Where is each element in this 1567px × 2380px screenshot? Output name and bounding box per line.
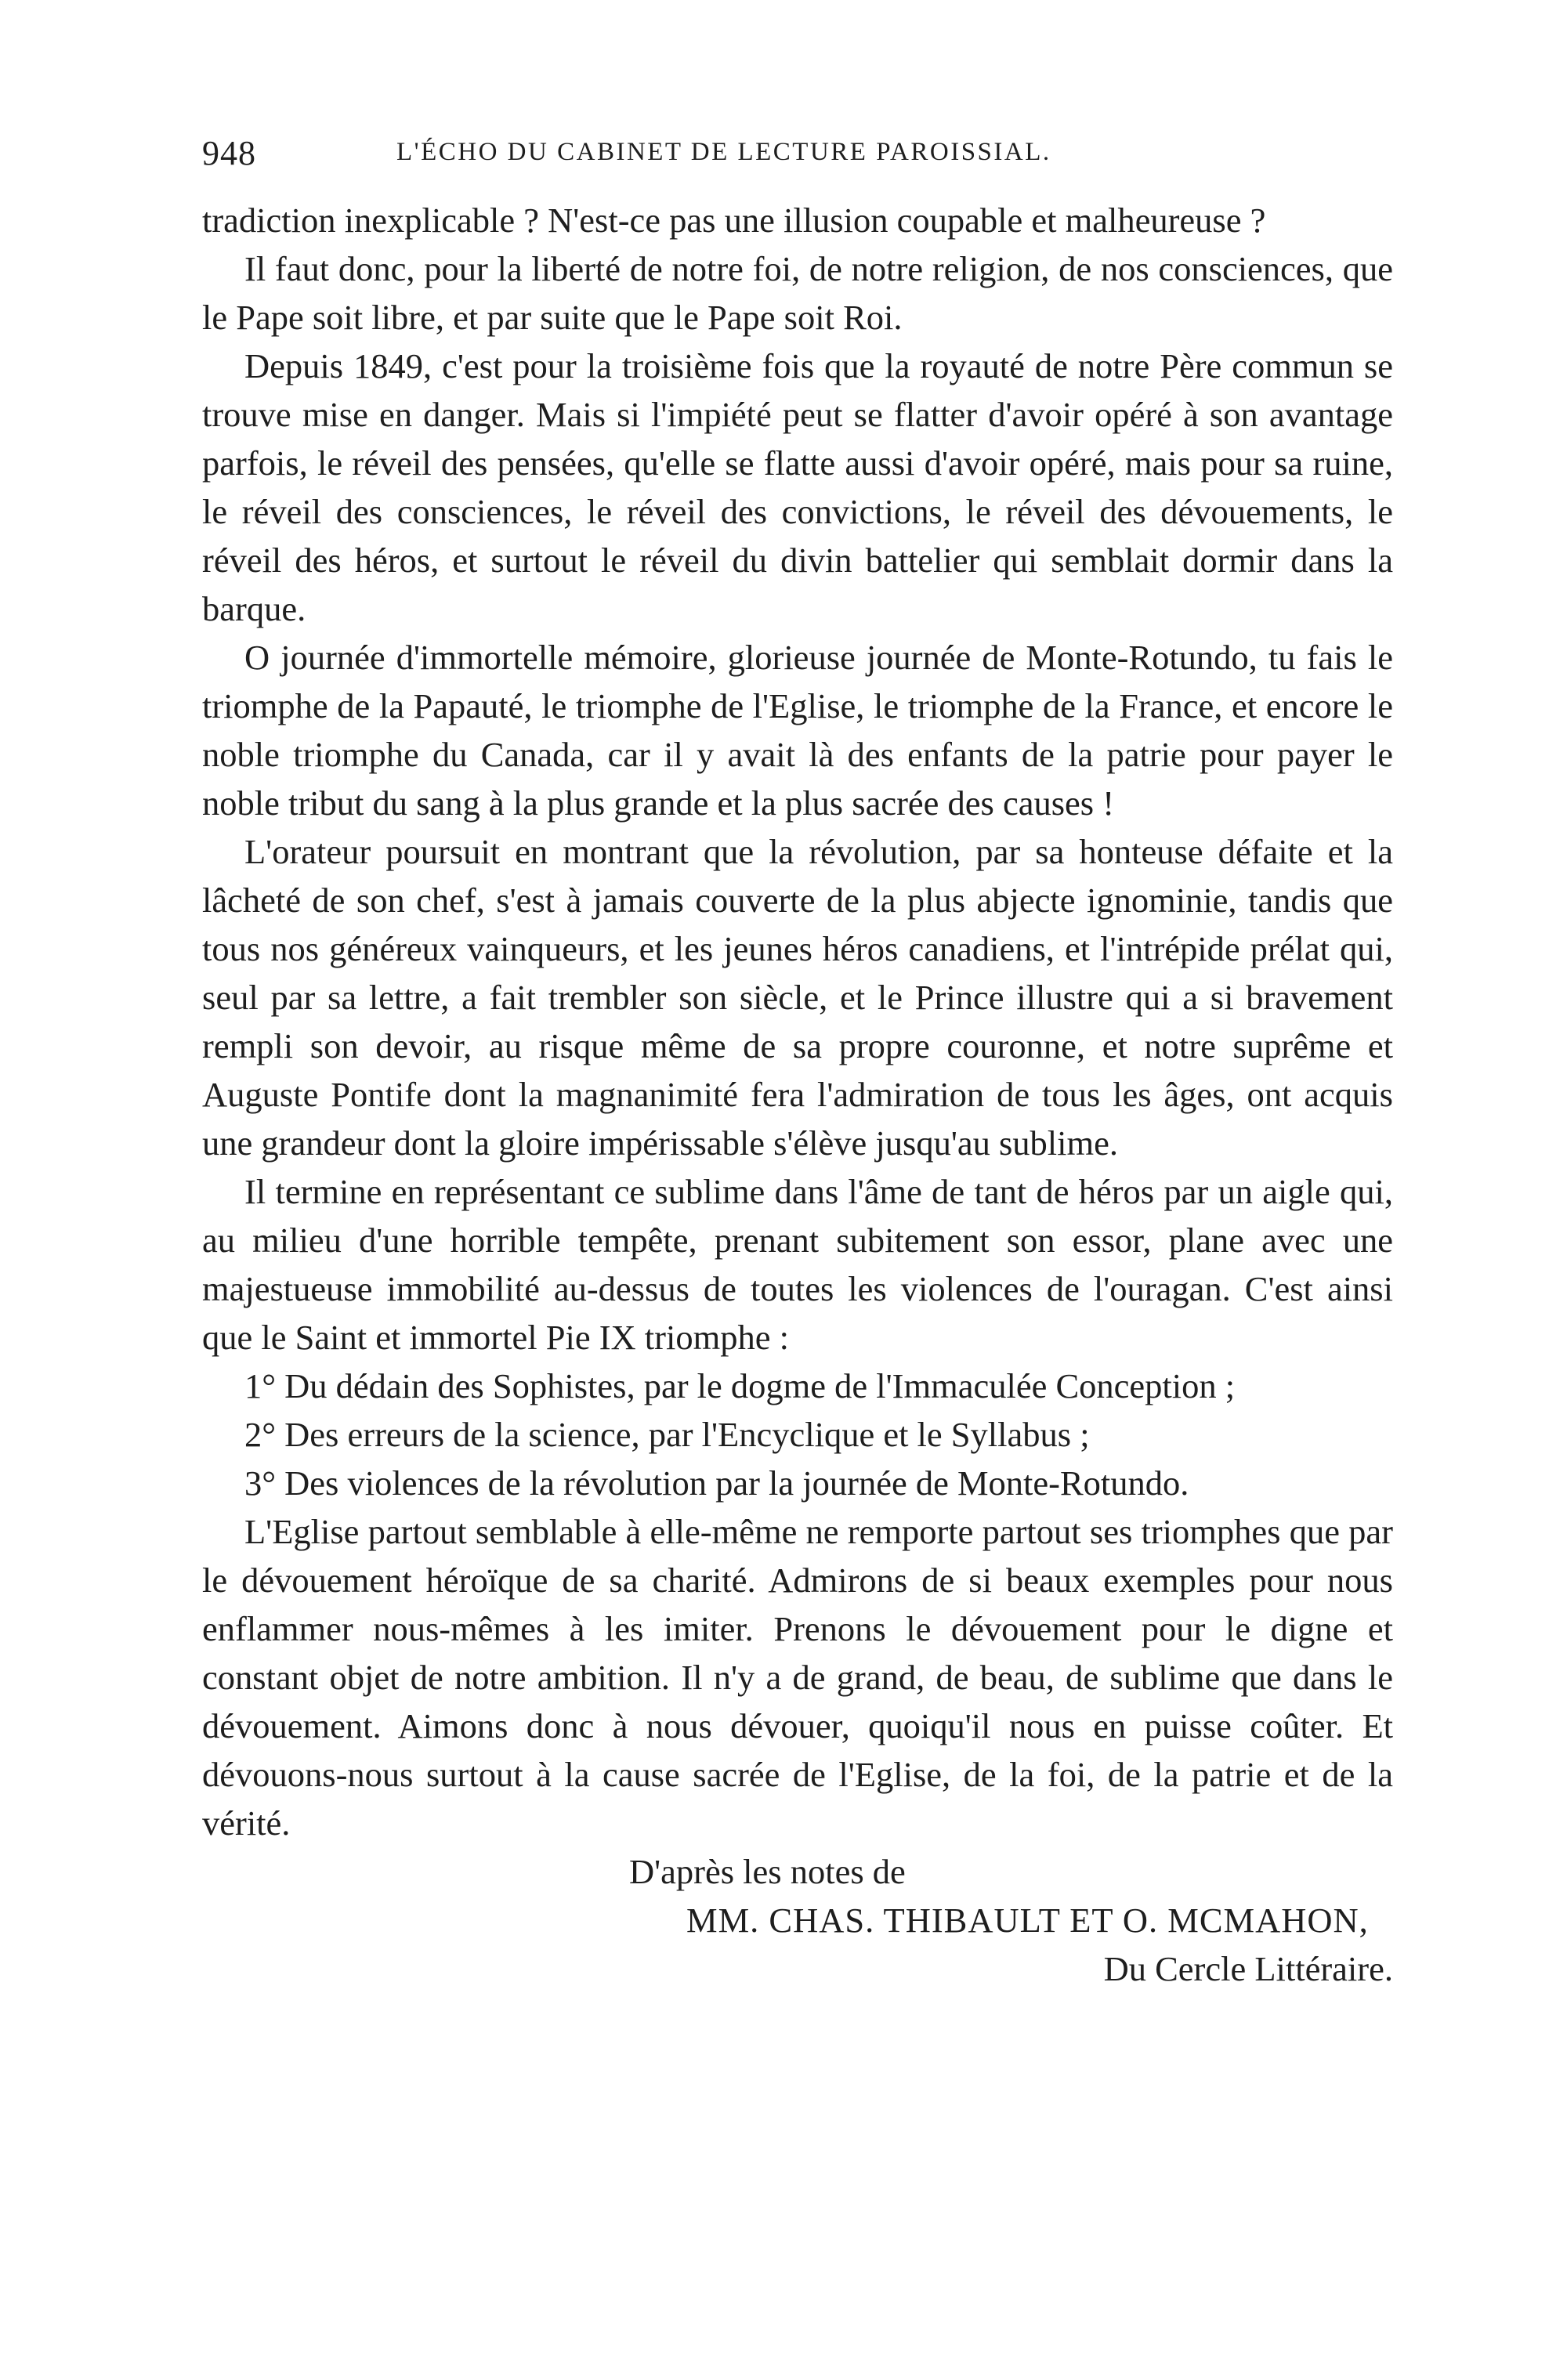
signature-intro: D'après les notes de [629, 1852, 906, 1891]
paragraph: O journée d'immortelle mémoire, glorieuse journée de Monte-Rotundo, tu fais le triomphe de la Papauté, le triomphe de l'Eglise, le triomphe de la France, et encore le noble triomphe du Canada, car il y avait là des enfants de la patrie pour payer le noble tribut du sang à la plus grande et la plus sacrée des causes ! [202, 638, 1393, 823]
paragraph: Il faut donc, pour la liberté de notre foi, de notre religion, de nos consciences, que le Pape soit libre, et par suite que le Pape soit Roi. [202, 249, 1393, 337]
page-number: 948 [202, 134, 256, 172]
signature-affiliation: Du Cercle Littéraire. [1103, 1949, 1393, 1988]
article-body [202, 196, 1393, 1847]
paragraph-continued: tradiction inexplicable ? N'est-ce pas une illusion coupable et malheureuse ? [202, 201, 1266, 240]
signature-authors: MM. CHAS. THIBAULT ET O. MCMAHON, [686, 1901, 1369, 1940]
page-header [202, 133, 1393, 196]
paragraph: L'orateur poursuit en montrant que la révolution, par sa honteuse défaite et la lâcheté de son chef, s'est à jamais couverte de la plus abjecte ignominie, tandis que tous nos généreux vainqueurs, et les jeunes héros canadiens, et l'intrépide prélat qui, seul par sa lettre, a fait trembler son siècle, et le Prince illustre qui a si bravement rempli son devoir, au risque même de sa propre couronne, et notre suprême et Auguste Pontife dont la magnanimité fera l'admiration de tous les âges, ont acquis une grandeur dont la gloire impérissable s'élève jusqu'au sublime. [202, 832, 1393, 1163]
signature-block [202, 1847, 1393, 1993]
list-item: 2° Des erreurs de la science, par l'Encyclique et le Syllabus ; [244, 1415, 1090, 1454]
paragraph: L'Eglise partout semblable à elle-même ne remporte partout ses triomphes que par le dévouement héroïque de sa charité. Admirons de si beaux exemples pour nous enflammer nous-mêmes à les imiter. Prenons le dévouement pour le digne et constant objet de notre ambition. Il n'y a de grand, de beau, de sublime que dans le dévouement. Aimons donc à nous dévouer, quoiqu'il nous en puisse coûter. Et dévouons-nous surtout à la cause sacrée de l'Eglise, de la foi, de la patrie et de la vérité. [202, 1512, 1393, 1843]
paragraph: Il termine en représentant ce sublime dans l'âme de tant de héros par un aigle qui, au milieu d'une horrible tempête, prenant subitement son essor, plane avec une majestueuse immobilité au-dessus de toutes les violences de l'ouragan. C'est ainsi que le Saint et immortel Pie IX triomphe : [202, 1172, 1393, 1357]
document-page [202, 133, 1393, 1993]
running-title: L'ÉCHO DU CABINET DE LECTURE PAROISSIAL. [396, 138, 1051, 166]
list-item: 1° Du dédain des Sophistes, par le dogme de l'Immaculée Conception ; [244, 1366, 1236, 1405]
paragraph: Depuis 1849, c'est pour la troisième fois que la royauté de notre Père commun se trouve mise en danger. Mais si l'impiété peut se flatter d'avoir opéré à son avantage parfois, le réveil des pensées, qu'elle se flatte aussi d'avoir opéré, mais pour sa ruine, le réveil des consciences, le réveil des convictions, le réveil des dévouements, le réveil des héros, et surtout le réveil du divin battelier qui semblait dormir dans la barque. [202, 346, 1393, 628]
list-item: 3° Des violences de la révolution par la journée de Monte-Rotundo. [244, 1463, 1189, 1503]
